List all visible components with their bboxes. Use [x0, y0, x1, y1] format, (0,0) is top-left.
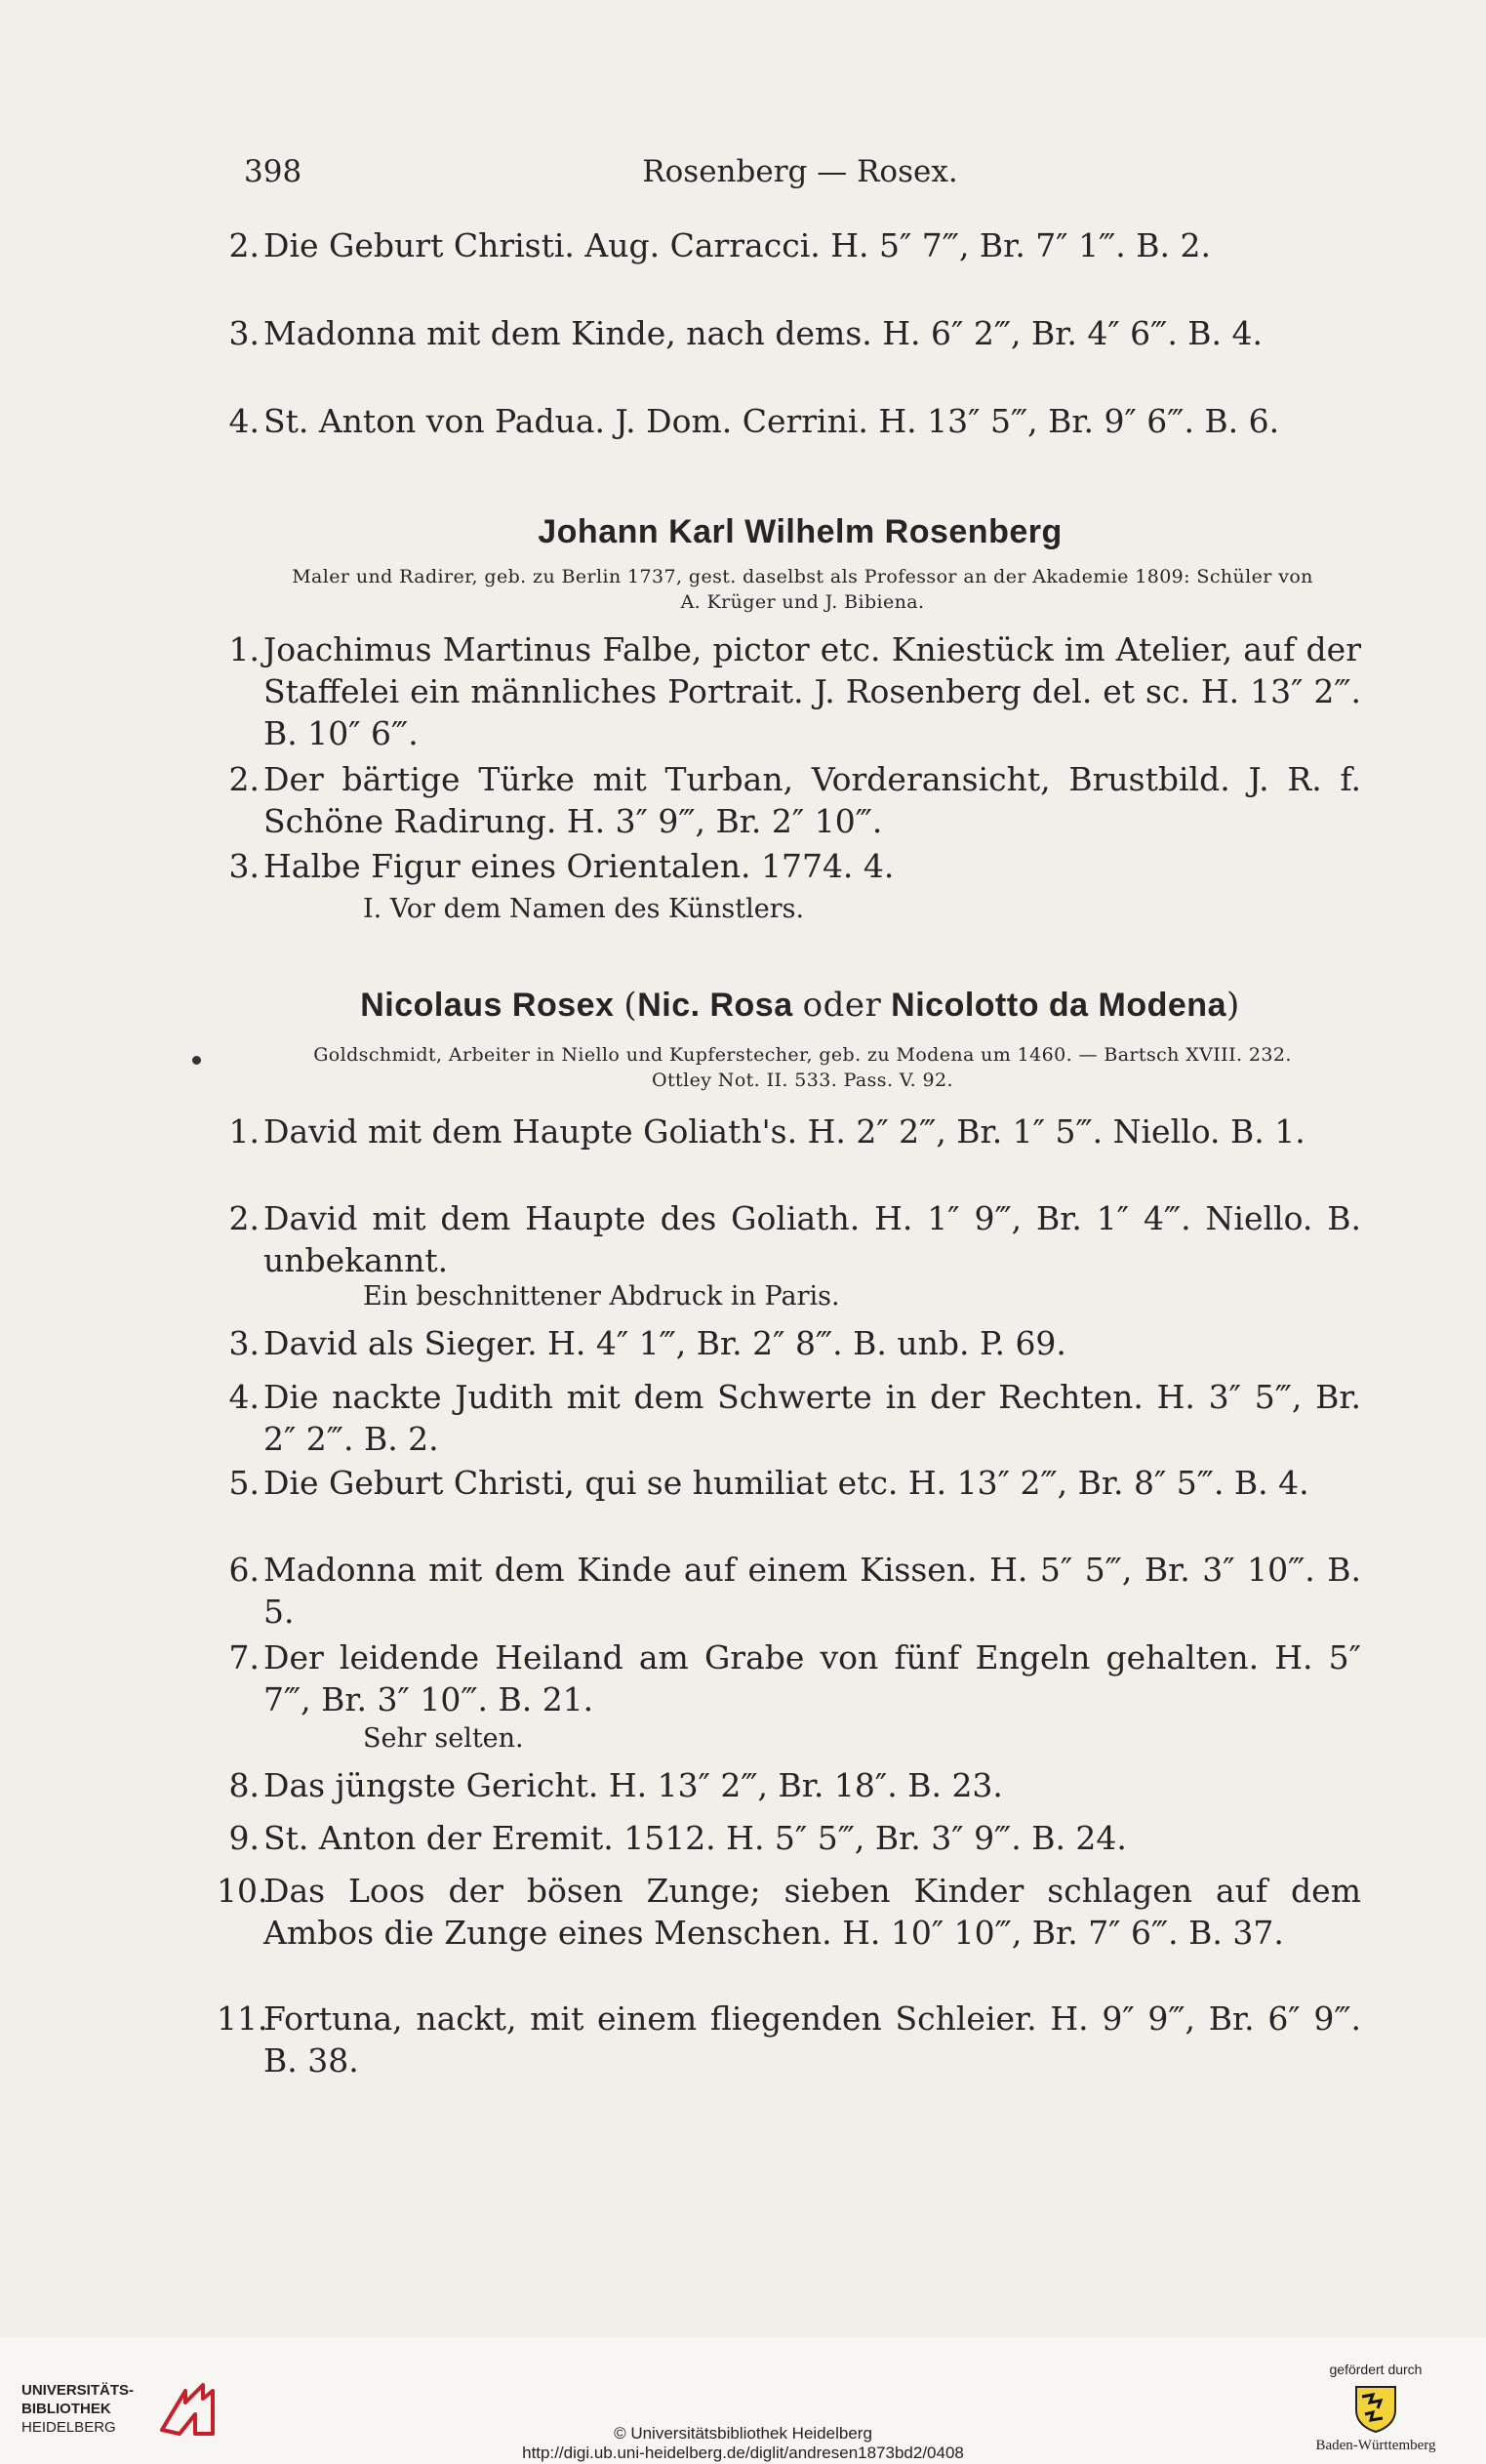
entry-rosex-9: [228, 1817, 1361, 1859]
heading-alt-name: Nicolotto da Modena: [891, 987, 1226, 1024]
funder-name: Baden-Württemberg: [1315, 2438, 1436, 2453]
section-heading-rosex: [244, 986, 1356, 1025]
entry-number: 4.: [228, 402, 260, 440]
heading-name: Nicolaus Rosex: [360, 987, 615, 1024]
entry-text: Joachimus Martinus Falbe, pictor etc. Kniestück im Atelier, auf der Staffelei ein männliches Portrait. J. Rosenberg del. et sc. H. 13″ 2‴. B. 10″ 6‴.: [263, 630, 1361, 752]
entry-rosex-6: [228, 1549, 1361, 1633]
entry-number: 1.: [228, 630, 260, 668]
entry-text: Halbe Figur eines Orientalen. 1774. 4.: [263, 847, 895, 885]
funder-logo[interactable]: [1303, 2362, 1449, 2459]
entry-number: 10.: [217, 1872, 268, 1910]
section-heading-rosenberg: Johann Karl Wilhelm Rosenberg: [538, 513, 1063, 550]
coat-of-arms-icon: [1351, 2383, 1400, 2434]
entry-number: 3.: [228, 1324, 260, 1362]
section-subtext-rosenberg: Maler und Radirer, geb. zu Berlin 1737, gest. daselbst als Professor an der Akademie 1809: Schüler von A. Krüger und J. Bibiena.: [292, 566, 1313, 613]
entry-note: Ein beschnittener Abdruck in Paris.: [363, 1281, 840, 1312]
entry-top-3: [228, 312, 1361, 354]
entry-note: Sehr selten.: [363, 1723, 524, 1754]
entry-number: 3.: [228, 847, 260, 885]
entry-text: St. Anton von Padua. J. Dom. Cerrini. H. 13″ 5‴, Br. 9″ 6‴. B. 6.: [263, 402, 1280, 440]
entry-number: 9.: [228, 1819, 260, 1857]
entry-text: Die Geburt Christi. Aug. Carracci. H. 5″ 7‴, Br. 7″ 1‴. B. 2.: [263, 226, 1211, 264]
entry-number: 3.: [228, 314, 260, 352]
heading-connector: oder: [802, 986, 882, 1025]
entry-text: Fortuna, nackt, mit einem fliegenden Schleier. H. 9″ 9‴, Br. 6″ 9‴. B. 38.: [263, 1999, 1361, 2080]
entry-rosex-5: [228, 1462, 1361, 1504]
entry-number: 1.: [228, 1112, 260, 1151]
entry-rosenberg-2: [228, 758, 1361, 842]
entry-text: Madonna mit dem Kinde auf einem Kissen. H. 5″ 5‴, Br. 3″ 10‴. B. 5.: [263, 1551, 1361, 1631]
heading-paren: ): [1225, 986, 1240, 1025]
heading-paren: (: [623, 986, 638, 1025]
funded-by-label: gefördert durch: [1329, 2362, 1423, 2377]
library-name-line: BIBLIOTHEK: [21, 2401, 111, 2417]
entry-rosex-11: [217, 1998, 1361, 2081]
entry-rosenberg-3: [228, 845, 1361, 887]
entry-number: 4.: [228, 1378, 260, 1416]
heading-alt-name: Nic. Rosa: [637, 987, 793, 1024]
library-name-line: UNIVERSITÄTS-: [21, 2382, 135, 2399]
entry-text: Der leidende Heiland am Grabe von fünf Engeln gehalten. H. 5″ 7‴, Br. 3″ 10‴. B. 21.: [263, 1638, 1361, 1718]
entry-rosenberg-1: [228, 628, 1361, 754]
running-header: [244, 154, 1356, 193]
entry-rosex-4: [228, 1376, 1361, 1460]
page-number: 398: [244, 154, 302, 189]
entry-text: Das Loos der bösen Zunge; sieben Kinder schlagen auf dem Ambos die Zunge eines Menschen. H. 10″ 10‴, Br. 7″ 6‴. B. 37.: [263, 1872, 1361, 1952]
running-title: Rosenberg — Rosex.: [642, 154, 958, 189]
entry-top-2: [228, 224, 1361, 266]
entry-text: Der bärtige Türke mit Turban, Vorderansicht, Brustbild. J. R. f. Schöne Radirung. H. 3″ 9‴, Br. 2″ 10‴.: [263, 760, 1361, 840]
entry-rosex-10: [217, 1870, 1361, 1954]
copyright-notice: © Universitätsbibliothek Heidelberg: [614, 2424, 872, 2443]
margin-dot: [192, 1056, 201, 1065]
entry-number: 2.: [228, 226, 260, 264]
entry-number: 5.: [228, 1464, 260, 1502]
entry-number: 2.: [228, 1199, 260, 1237]
entry-rosex-7: [228, 1636, 1361, 1720]
entry-text: David mit dem Haupte Goliath's. H. 2″ 2‴, Br. 1″ 5‴. Niello. B. 1.: [263, 1112, 1305, 1151]
entry-note: I. Vor dem Namen des Künstlers.: [363, 894, 805, 924]
entry-top-4: [228, 400, 1361, 442]
permalink-url[interactable]: http://digi.ub.uni-heidelberg.de/diglit/andresen1873bd2/0408: [522, 2444, 964, 2462]
entry-text: David mit dem Haupte des Goliath. H. 1″ 9‴, Br. 1″ 4‴. Niello. B. unbekannt.: [263, 1199, 1361, 1279]
entry-text: David als Sieger. H. 4″ 1‴, Br. 2″ 8‴. B. unb. P. 69.: [263, 1324, 1066, 1362]
entry-number: 8.: [228, 1766, 260, 1804]
entry-rosex-8: [228, 1764, 1361, 1806]
entry-text: Madonna mit dem Kinde, nach dems. H. 6″ 2‴, Br. 4″ 6‴. B. 4.: [263, 314, 1264, 352]
entry-number: 2.: [228, 760, 260, 798]
entry-number: 7.: [228, 1638, 260, 1676]
entry-text: St. Anton der Eremit. 1512. H. 5″ 5‴, Br. 3″ 9‴. B. 24.: [263, 1819, 1127, 1857]
entry-text: Die Geburt Christi, qui se humiliat etc. H. 13″ 2‴, Br. 8″ 5‴. B. 4.: [263, 1464, 1309, 1502]
library-name-line: HEIDELBERG: [21, 2419, 116, 2436]
entry-rosex-3: [228, 1322, 1361, 1364]
entry-rosex-1: [228, 1111, 1361, 1152]
entry-text: Die nackte Judith mit dem Schwerte in der Rechten. H. 3″ 5‴, Br. 2″ 2‴. B. 2.: [263, 1378, 1361, 1458]
entry-text: Das jüngste Gericht. H. 13″ 2‴, Br. 18″. B. 23.: [263, 1766, 1003, 1804]
entry-number: 11.: [217, 1999, 268, 2038]
entry-number: 6.: [228, 1551, 260, 1589]
entry-rosex-2: [228, 1197, 1361, 1281]
section-subtext-rosex: Goldschmidt, Arbeiter in Niello und Kupferstecher, geb. zu Modena um 1460. — Bartsch XVIII. 232. Ottley Not. II. 533. Pass. V. 92.: [313, 1044, 1292, 1091]
